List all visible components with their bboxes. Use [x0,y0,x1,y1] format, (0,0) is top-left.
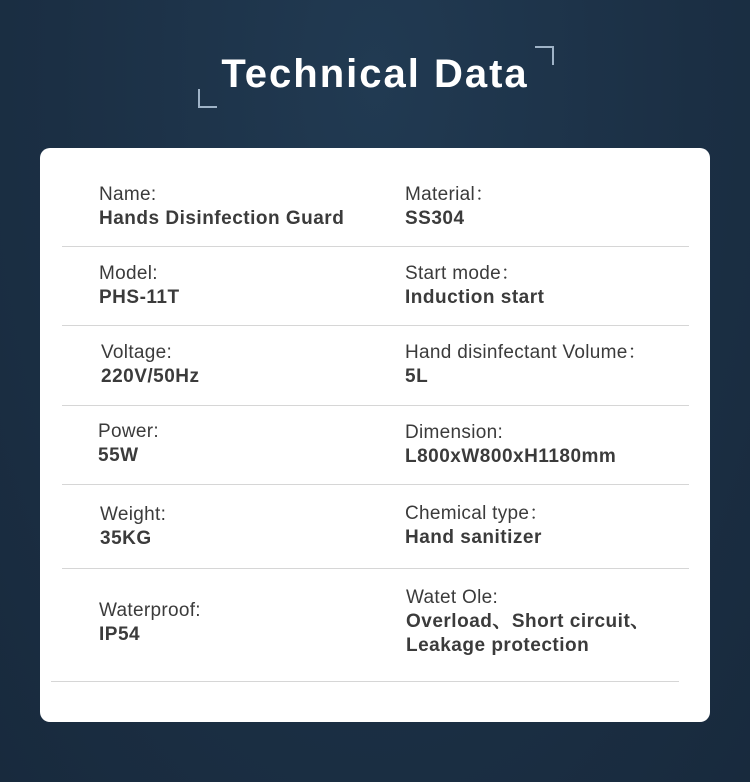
spec-model [99,262,180,310]
spec-voltage [101,341,200,389]
spec-value: L800xW800xH1180mm [405,446,617,467]
spec-weight [100,503,166,551]
row-divider [62,246,689,247]
spec-label: Model: [99,263,158,284]
spec-label: Dimension: [405,422,504,443]
spec-start-mode [405,262,544,310]
spec-name [99,183,344,231]
spec-value-line2: Leakage protection [406,635,590,656]
spec-value: Overload、Short circuit、 [406,611,650,632]
spec-volume [405,341,647,389]
row-divider [62,568,689,569]
spec-protection [406,586,650,658]
spec-waterproof [99,599,201,647]
spec-value: Induction start [405,287,545,308]
spec-power [98,420,159,468]
spec-value: 35KG [100,528,152,549]
spec-label: Chemical type： [405,503,549,524]
spec-value: 55W [98,445,139,466]
row-divider [62,325,689,326]
page-title: Technical Data [221,52,529,96]
spec-label: Voltage: [101,342,173,363]
header [0,0,750,140]
spec-value: 5L [405,366,429,387]
spec-value: Hands Disinfection Guard [99,208,345,229]
spec-material [405,183,494,231]
spec-label: Name: [99,184,157,205]
bottom-divider [51,681,679,682]
spec-value: 220V/50Hz [101,366,200,387]
spec-card [40,148,710,722]
spec-value: IP54 [99,624,141,645]
spec-chemical-type [405,502,549,550]
spec-label: Hand disinfectant Volume： [405,342,647,363]
spec-value: Hand sanitizer [405,527,542,548]
spec-value: SS304 [405,208,465,229]
spec-value: PHS-11T [99,287,180,308]
spec-label: Start mode： [405,263,521,284]
row-divider [62,484,689,485]
spec-label: Weight: [100,504,167,525]
spec-label: Waterproof: [99,600,201,621]
spec-label: Watet Ole: [406,587,499,608]
row-divider [62,405,689,406]
spec-dimension [405,421,616,469]
spec-label: Material： [405,184,495,205]
spec-label: Power: [98,421,159,442]
